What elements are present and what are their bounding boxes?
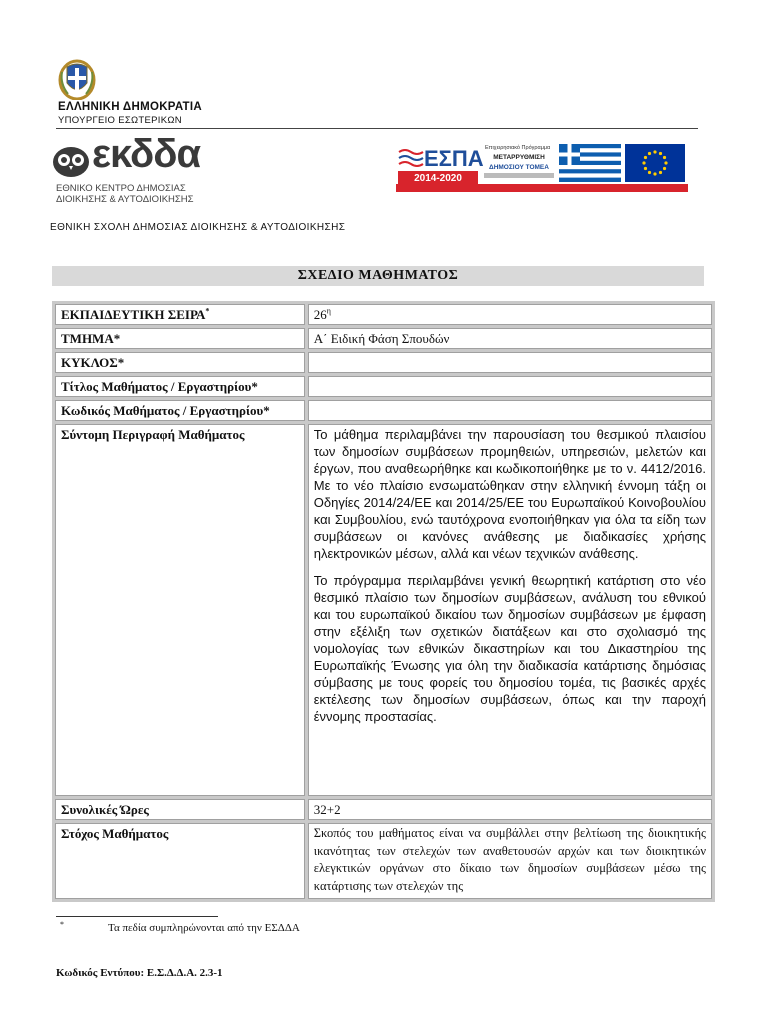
series-label: ΕΚΠΑΙΔΕΥΤΙΚΗ ΣΕΙΡΑ*: [55, 304, 305, 325]
department-field[interactable]: Α΄ Ειδική Φάση Σπουδών: [308, 328, 712, 349]
school-title: ΕΘΝΙΚΗ ΣΧΟΛΗ ΔΗΜΟΣΙΑΣ ΔΙΟΙΚΗΣΗΣ & ΑΥΤΟΔΙΟΙΚΗΣΗΣ: [50, 222, 346, 233]
course-code-label: Κωδικός Μαθήματος / Εργαστηρίου*: [55, 400, 305, 421]
description-paragraph: Το πρόγραμμα περιλαμβάνει γενική θεωρητική κατάρτιση στο νέο θεσμικό πλαίσιο των δημοσίων συμβάσεων, ανάλυση του εθνικού και του ευρωπαϊκού δικαίου των δημοσίων συμβάσεων με έμφαση στην εξέλιξη των σχετικών διατάξεων και στο σχολιασμό της νομολογίας των εθνικών δικαστηρίων και του Δικαστηρίου της Ευρωπαϊκής Ένωσης για όλη την διαδικασία κατάρτισης δημόσιας σύμβασης με τους φορείς του δημοσίου τομέα, τις βασικές αρχές εκτέλεσης των δημοσίων συμβάσεων, όπως και την παροχή έννομης προστασίας.: [313, 573, 706, 724]
footnote-divider: [56, 916, 218, 917]
espa-bottom-strip: [396, 184, 688, 192]
ekdda-subtitle-line2: ΔΙΟΙΚΗΣΗΣ & ΑΥΤΟΔΙΟΙΚΗΣΗΣ: [56, 194, 194, 205]
series-field[interactable]: $26^\eta$: [308, 304, 712, 325]
reform-program-label: [484, 144, 554, 178]
hours-field[interactable]: 32+2: [308, 799, 712, 820]
republic-title: ΕΛΛΗΝΙΚΗ ΔΗΜΟΚΡΑΤΙΑ: [58, 101, 202, 113]
greek-flag-icon: [559, 144, 621, 182]
cycle-field[interactable]: [308, 352, 712, 373]
eu-star-icon: [663, 156, 666, 159]
course-title-field[interactable]: [308, 376, 712, 397]
eu-star-icon: [644, 167, 647, 170]
eu-star-icon: [653, 150, 656, 153]
eu-star-icon: [653, 172, 656, 175]
ekdda-owl-logo-icon: [52, 146, 90, 178]
table-row: [55, 799, 712, 820]
course-form-table: [52, 301, 715, 902]
description-paragraph: Το μάθημα περιλαμβάνει την παρουσίαση του θεσμικού πλαισίου των δημοσίων συμβάσεων προμηθειών, υπηρεσιών, μελετών και έργων, που αναθεωρήθηκε και κωδικοποιήθηκε με το ν. 4412/2016. Με το νέο πλαίσιο ενσωματώθηκαν στην ελληνική έννομη τάξη οι Οδηγίες 2014/24/ΕΕ και 2014/25/ΕΕ του Ευρωπαϊκού Κοινοβουλίου και Συμβουλίου, ενώ ταυτόχρονα ενοποιήθηκαν για όλα τα είδη των συμβάσεων οι κανόνες ανάθεσης με διαδικασίες χρήσης ηλεκτρονικών μέσων, αλλά και νέων τεχνικών ανάθεσης.: [313, 427, 706, 561]
table-row: [55, 304, 712, 325]
svg-text:ΔΗΜΟΣΙΟΥ ΤΟΜΕΑ: ΔΗΜΟΣΙΟΥ ΤΟΜΕΑ: [489, 164, 549, 171]
eu-star-icon: [642, 161, 645, 164]
ekdda-wordmark: εκδδα: [92, 132, 201, 176]
course-title-label: Τίτλος Μαθήματος / Εργαστηρίου*: [55, 376, 305, 397]
goal-label: Στόχος Μαθήματος: [55, 823, 305, 899]
footnote-marker: *: [205, 306, 210, 316]
hours-label: Συνολικές Ώρες: [55, 799, 305, 820]
ekdda-subtitle-line1: ΕΘΝΙΚΟ ΚΕΝΤΡΟ ΔΗΜΟΣΙΑΣ: [56, 183, 186, 194]
description-label: Σύντομη Περιγραφή Μαθήματος: [55, 424, 305, 796]
course-code-field[interactable]: [308, 400, 712, 421]
cycle-label: ΚΥΚΛΟΣ*: [55, 352, 305, 373]
form-code: Κωδικός Εντύπου: Ε.Σ.Δ.Δ.Α. 2.3-1: [56, 967, 223, 979]
eu-star-icon: [659, 152, 662, 155]
svg-text:ΜΕΤΑΡΡΥΘΜΙΣΗ: ΜΕΤΑΡΡΥΘΜΙΣΗ: [493, 154, 545, 161]
table-row: [55, 352, 712, 373]
espa-logo-icon: [398, 146, 484, 190]
eu-flag-icon: [625, 144, 685, 182]
ministry-title: ΥΠΟΥΡΓΕΙΟ ΕΣΩΤΕΡΙΚΩΝ: [58, 115, 182, 126]
table-row: [55, 328, 712, 349]
espa-program-banner: [396, 142, 688, 192]
eu-star-icon: [648, 171, 651, 174]
greek-coat-of-arms-icon: [58, 58, 96, 100]
eu-star-icon: [644, 156, 647, 159]
eu-star-icon: [663, 167, 666, 170]
eu-star-icon: [664, 161, 667, 164]
eu-star-icon: [659, 171, 662, 174]
header-divider: [56, 128, 698, 129]
page-title: ΣΧΕΔΙΟ ΜΑΘΗΜΑΤΟΣ: [52, 266, 704, 286]
svg-text:ΕΣΠΑ: ΕΣΠΑ: [424, 146, 484, 171]
svg-text:Επιχειρησιακό Πρόγραμμα: Επιχειρησιακό Πρόγραμμα: [485, 145, 551, 151]
table-row: [55, 424, 712, 796]
eu-star-icon: [648, 152, 651, 155]
goal-field[interactable]: [308, 823, 712, 899]
footnote-mark: *: [60, 920, 64, 929]
table-row: [55, 376, 712, 397]
table-row: [55, 823, 712, 899]
goal-text: Σκοπός του μαθήματος είναι να συμβάλλει στην βελτίωση της διοικητικής ικανότητας των στελεχών των αναθετουσών αρχών και των διοικητικών ελεγκτικών οργάνων στο δίκαιο των δημοσίων συμβάσεων μέσω της κατάρτισης των στελεχών της: [313, 826, 706, 893]
description-field[interactable]: [308, 424, 712, 796]
table-row: [55, 400, 712, 421]
svg-text:2014-2020: 2014-2020: [414, 173, 462, 184]
footnote-text: Τα πεδία συμπληρώνονται από την ΕΣΔΔΑ: [108, 922, 300, 934]
department-label: ΤΜΗΜΑ*: [55, 328, 305, 349]
